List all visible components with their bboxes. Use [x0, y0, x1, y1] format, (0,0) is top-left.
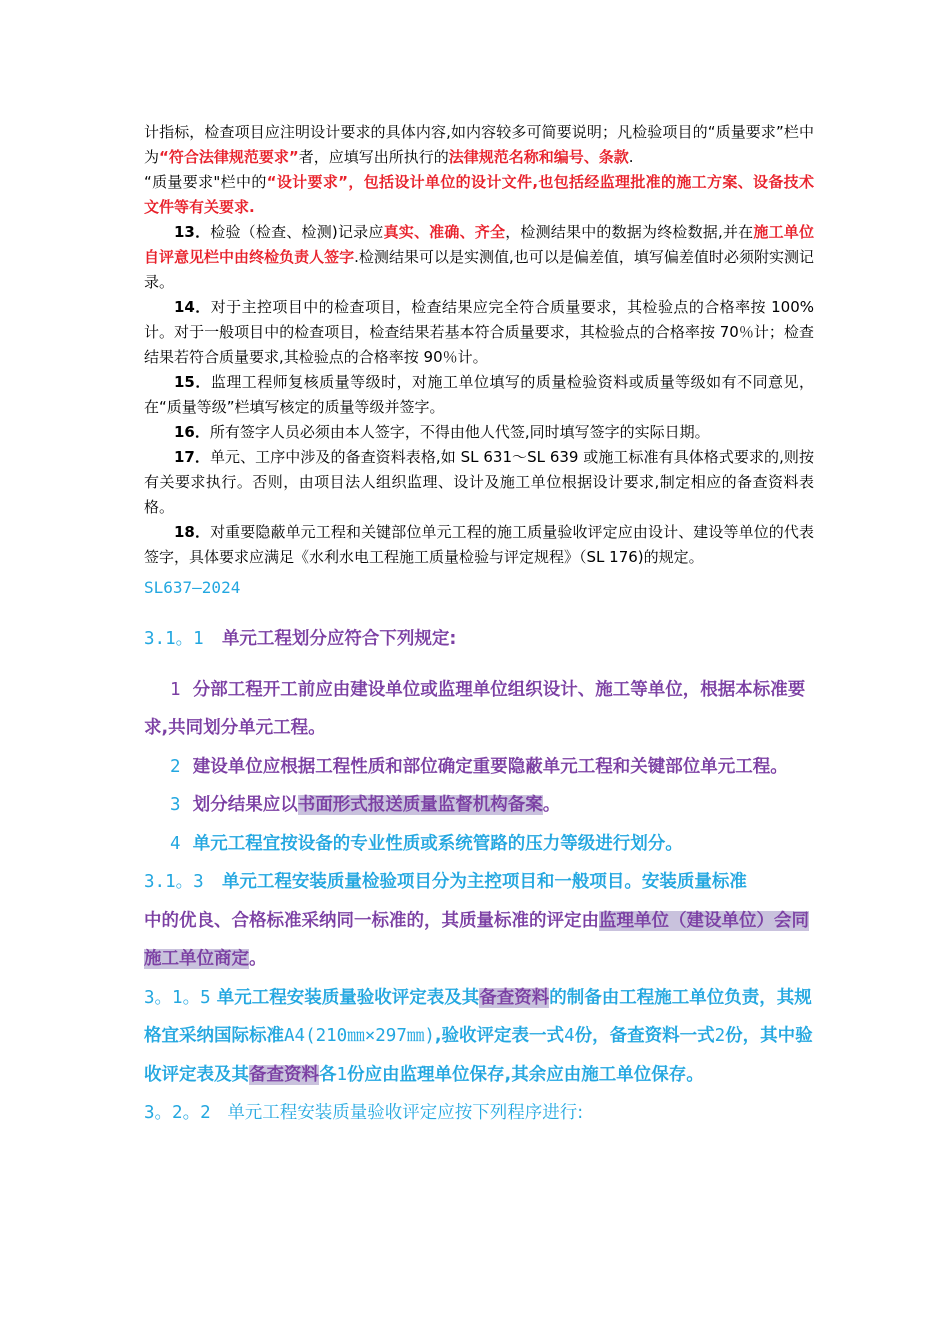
clause-item-2: 2 建设单位应根据工程性质和部位确定重要隐蔽单元工程和关键部位单元工程。: [170, 756, 788, 777]
clause-item-1: 1 分部工程开工前应由建设单位或监理单位组织设计、施工等单位，根据本标准要求,共同划分单元工程。: [144, 679, 806, 738]
clause-3-1-5: 3。1。5 单元工程安装质量验收评定表及其备查资料的制备由工程施工单位负责，其规格宜采纳国际标准A4(210㎜×297㎜),验收评定表一式4份，备查资料一式2份，其中验收评定表及其备查资料各1份应由监理单位保存,其余应由施工单位保存。: [144, 987, 813, 1085]
paragraph-14: 14．对于主控项目中的检查项目，检查结果应完全符合质量要求，其检验点的合格率按 100%计。对于一般项目中的检查项目，检查结果若基本符合质量要求，其检验点的合格率按 70％计；检查结果若符合质量要求,其检验点的合格率按 90％计。: [144, 298, 814, 366]
clause-item-3: 3 划分结果应以书面形式报送质量监督机构备案。: [170, 795, 561, 815]
document-page: [144, 120, 814, 1133]
paragraph-13: 13．检验（检查、检测)记录应真实、准确、齐全，检测结果中的数据为终检数据,并在施工单位自评意见栏中由终检负责人签字.检测结果可以是实测值,也可以是偏差值，填写偏差值时必须附实测记录。: [144, 223, 814, 291]
highlight: 备查资料: [249, 1064, 319, 1085]
clause-item-4: 4 单元工程宜按设备的专业性质或系统管路的压力等级进行划分。: [170, 833, 683, 854]
clause-3-2-2: 3。2。2 单元工程安装质量验收评定应按下列程序进行:: [144, 1103, 584, 1123]
paragraph-16: 16．所有签字人员必须由本人签字，不得由他人代签,同时填写签字的实际日期。: [174, 423, 710, 441]
highlight: 书面形式报送质量监督机构备案: [297, 795, 543, 815]
highlight: 备查资料: [479, 987, 550, 1008]
paragraph-17: 17．单元、工序中涉及的备查资料表格,如 SL 631～SL 639 或施工标准有具体格式要求的,则按有关要求执行。否则，由项目法人组织监理、设计及施工单位根据设计要求,制定相应的备查资料表格。: [144, 448, 814, 516]
highlight: 监理单位（建设单位）会同施工单位商定: [144, 910, 809, 969]
standard-code: SL637—2024: [144, 578, 241, 597]
paragraph-18: 18．对重要隐蔽单元工程和关键部位单元工程的施工质量验收评定应由设计、建设等单位的代表签字，具体要求应满足《水利水电工程施工质量检验与评定规程》（SL 176)的规定。: [144, 523, 814, 566]
clause-3-1-1: 3.1。1 单元工程划分应符合下列规定:: [144, 629, 457, 649]
paragraph-15: 15．监理工程师复核质量等级时，对施工单位填写的质量检验资料或质量等级如有不同意见，在“质量等级”栏填写核定的质量等级并签字。: [144, 373, 815, 416]
paragraph-12: 计指标，检查项目应注明设计要求的具体内容,如内容较多可简要说明；凡检验项目的“质量要求”栏中为“符合法律规范要求”者，应填写出所执行的法律规范名称和编号、条款. “质量要求"栏中的“设计要求”，包括设计单位的设计文件,也包括经监理批准的施工方案、设备技术文件等有关要求.: [144, 123, 814, 216]
clause-3-1-3: 3.1。3 单元工程安装质量检验项目分为主控项目和一般项目。安装质量标准 中的优良、合格标准采纳同一标准的，其质量标准的评定由监理单位（建设单位）会同施工单位商定。: [144, 872, 809, 969]
